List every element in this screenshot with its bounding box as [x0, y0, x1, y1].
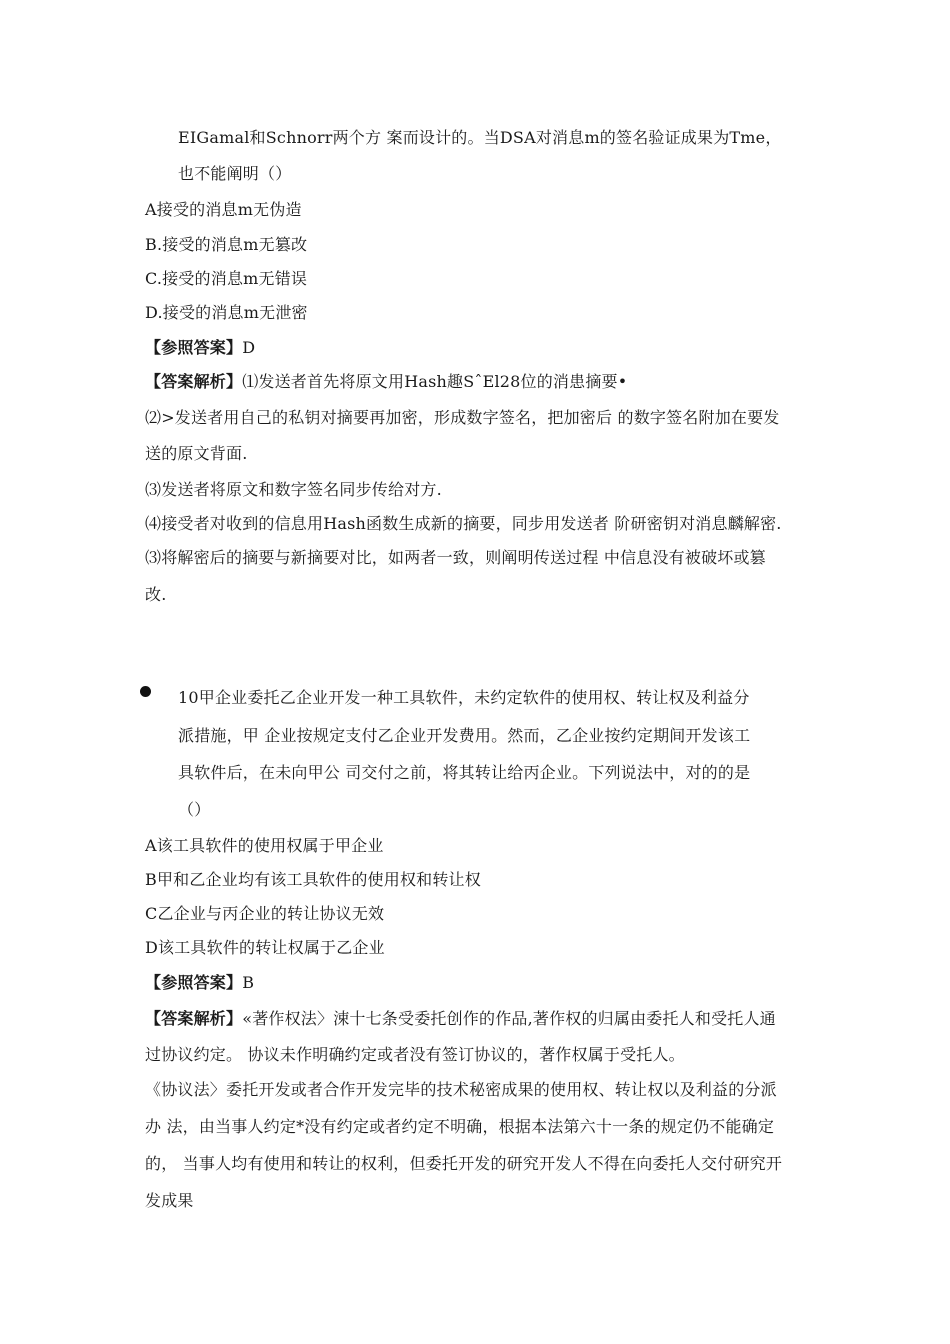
q2-answer-label: 【参照答案】 — [145, 973, 243, 992]
q1-analysis-label: 【答案解析】 — [145, 372, 243, 391]
q2-analysis-line-5: 的， 当事人均有使用和转让的权利，但委托开发的研究开发人不得在向委托人交付研究开 — [145, 1154, 783, 1173]
q2-analysis-text: «著作权法〉涑十七条受委托创作的作品,著作权的归属由委托人和受托人通 — [242, 1009, 776, 1028]
q1-analysis-line-5: ⑷接受者对收到的信息用Hash函数生成新的摘要，同步用发送者 阶研密钥对消息麟解密. — [145, 514, 782, 533]
q1-answer — [145, 338, 255, 358]
q1-analysis-line-4: ⑶发送者将原文和数字签名同步传给对方. — [145, 480, 442, 499]
q2-answer-value: B — [242, 973, 255, 992]
q2-stem-line-2: 派措施，甲 企业按规定支付乙企业开发费用。然而，乙企业按约定期间开发该工 — [178, 726, 751, 745]
q2-option-b: B甲和乙企业均有该工具软件的使用权和转让权 — [145, 870, 481, 889]
q1-option-b: B.接受的消息m无篡改 — [145, 235, 308, 254]
q1-answer-label: 【参照答案】 — [145, 338, 243, 357]
q2-stem-line-4: （） — [178, 800, 211, 819]
q2-analysis-line-2: 过协议约定。 协议未作明确约定或者没有签订协议的，著作权属于受托人。 — [145, 1045, 685, 1064]
bullet-icon — [140, 686, 151, 697]
q1-analysis-line-6: ⑶将解密后的摘要与新摘要对比，如两者一致，则阐明传送过程 中信息没有被破坏或篡 — [145, 548, 766, 567]
q1-answer-value: D — [242, 338, 256, 357]
q1-stem-line-2: 也不能阐明（） — [178, 164, 292, 183]
q2-analysis-line-4: 办 法，由当事人约定*没有约定或者约定不明确，根据本法第六十一条的规定仍不能确定 — [145, 1117, 775, 1136]
q1-option-c: C.接受的消息m无错误 — [145, 269, 308, 288]
q1-analysis-line-1 — [145, 372, 627, 392]
q2-analysis-label: 【答案解析】 — [145, 1009, 243, 1028]
q2-option-a: A该工具软件的使用权属于甲企业 — [145, 836, 384, 855]
q2-analysis-line-1 — [145, 1009, 776, 1029]
q1-analysis-line-3: 送的原文背面. — [145, 444, 248, 463]
q1-option-a: A接受的消息m无伪造 — [145, 200, 302, 219]
q2-analysis-line-6: 发成果 — [145, 1191, 194, 1210]
q1-analysis-text: ⑴发送者首先将原文用Hash趣SˆEl28位的消患摘要• — [242, 372, 628, 391]
q2-option-c: C乙企业与丙企业的转让协议无效 — [145, 904, 385, 923]
q2-option-d: D该工具软件的转让权属于乙企业 — [145, 938, 385, 957]
q2-answer — [145, 973, 254, 993]
q2-stem-line-3: 具软件后，在未向甲公 司交付之前，将其转让给丙企业。下列说法中，对的的是 — [178, 763, 751, 782]
q2-analysis-line-3: 《协议法〉委托开发或者合作开发完毕的技术秘密成果的使用权、转让权以及利益的分派 — [145, 1080, 777, 1099]
q1-option-d: D.接受的消息m无泄密 — [145, 303, 308, 322]
q2-stem-line-1: 10甲企业委托乙企业开发一种工具软件，未约定软件的使用权、转让权及利益分 — [178, 688, 750, 707]
q1-analysis-line-2: ⑵>发送者用自己的私钥对摘要再加密，形成数字签名，把加密后 的数字签名附加在要发 — [145, 408, 780, 427]
q1-analysis-line-7: 改. — [145, 585, 167, 604]
q1-stem-line-1: EIGamal和Schnorr两个方 案而设计的。当DSA对消息m的签名验证成果为Tme， — [178, 128, 782, 147]
